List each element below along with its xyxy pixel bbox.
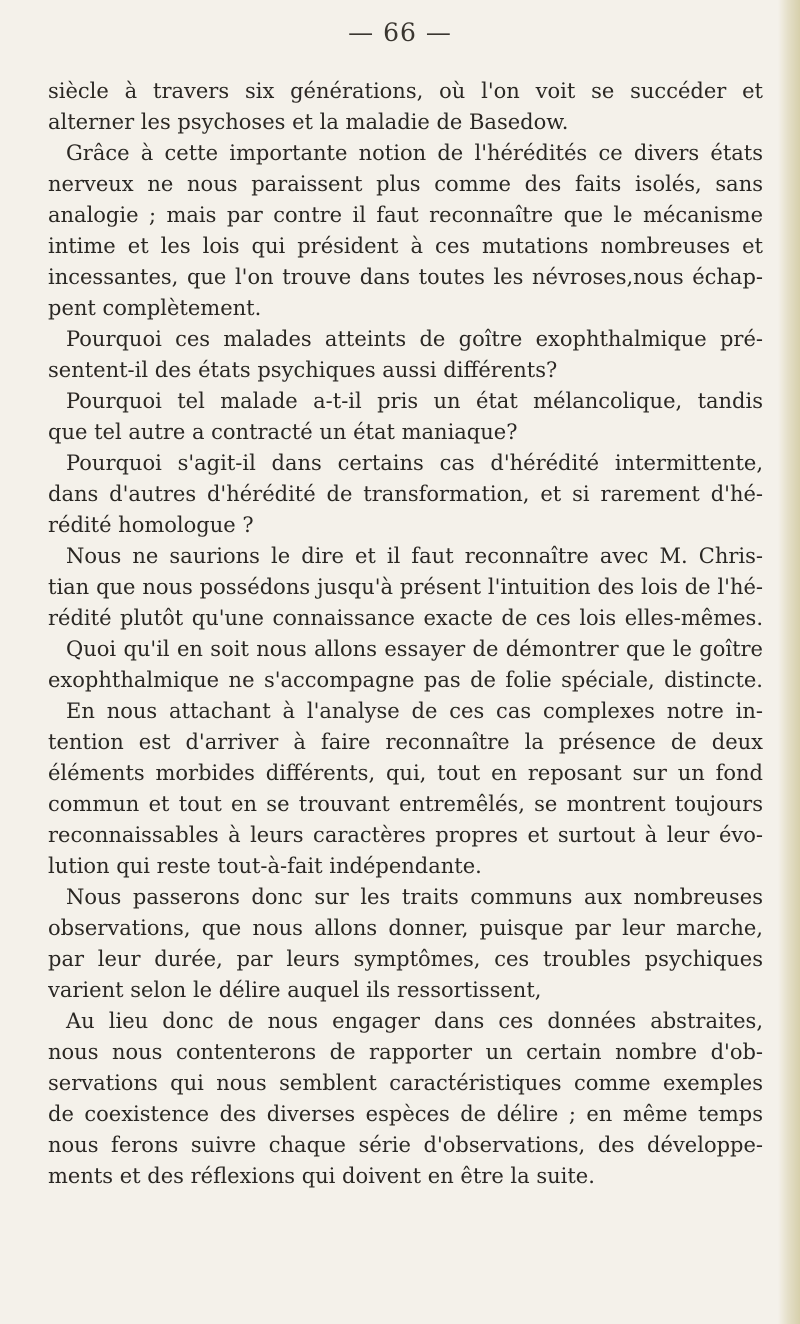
- text-line: En nous attachant à l'analyse de ces cas complexes notre in-: [66, 699, 763, 723]
- text-line: Au lieu donc de nous engager dans ces données abstraites,: [66, 1009, 763, 1033]
- text-line: que tel autre a contracté un état maniaque?: [48, 420, 518, 444]
- text-line: tian que nous possédons jusqu'à présent l'intuition des lois de l'hé-: [48, 575, 763, 599]
- text-line: nerveux ne nous paraissent plus comme des faits isolés, sans: [48, 172, 763, 196]
- text-line: tention est d'arriver à faire reconnaître la présence de deux: [48, 730, 763, 754]
- text-line: rédité homologue ?: [48, 513, 254, 537]
- text-line: Pourquoi tel malade a-t-il pris un état mélancolique, tandis: [66, 389, 763, 413]
- text-line: éléments morbides différents, qui, tout en reposant sur un fond: [48, 761, 763, 785]
- page-number: — 66 —: [348, 18, 452, 47]
- text-line: ments et des réflexions qui doivent en être la suite.: [48, 1164, 595, 1188]
- text-line: par leur durée, par leurs symptômes, ces troubles psychiques: [48, 947, 763, 971]
- text-line: Nous ne saurions le dire et il faut reconnaître avec M. Chris-: [66, 544, 763, 568]
- text-line: intime et les lois qui président à ces mutations nombreuses et: [48, 234, 763, 258]
- text-line: exophthalmique ne s'accompagne pas de folie spéciale, distincte.: [48, 668, 763, 692]
- text-line: commun et tout en se trouvant entremêlés, se montrent toujours: [48, 792, 763, 816]
- text-line: Quoi qu'il en soit nous allons essayer de démontrer que le goître: [66, 637, 763, 661]
- text-line: sentent-il des états psychiques aussi différents?: [48, 358, 558, 382]
- text-line: varient selon le délire auquel ils ressortissent,: [48, 978, 542, 1002]
- body-text: [48, 76, 763, 1192]
- text-line: Pourquoi s'agit-il dans certains cas d'hérédité intermittente,: [66, 451, 763, 475]
- text-line: reconnaissables à leurs caractères propres et surtout à leur évo-: [48, 823, 763, 847]
- text-line: Nous passerons donc sur les traits communs aux nombreuses: [66, 885, 763, 909]
- text-line: de coexistence des diverses espèces de délire ; en même temps: [48, 1102, 763, 1126]
- text-line: Grâce à cette importante notion de l'hérédités ce divers états: [66, 141, 763, 165]
- text-line: nous nous contenterons de rapporter un certain nombre d'ob-: [48, 1040, 763, 1064]
- text-line: siècle à travers six générations, où l'on voit se succéder et: [48, 79, 763, 103]
- text-line: lution qui reste tout-à-fait indépendante.: [48, 854, 482, 878]
- text-line: dans d'autres d'hérédité de transformation, et si rarement d'hé-: [48, 482, 763, 506]
- text-line: servations qui nous semblent caractéristiques comme exemples: [48, 1071, 763, 1095]
- text-line: analogie ; mais par contre il faut reconnaître que le mécanisme: [48, 203, 763, 227]
- text-line: pent complètement.: [48, 296, 262, 320]
- text-line: observations, que nous allons donner, puisque par leur marche,: [48, 916, 763, 940]
- text-line: incessantes, que l'on trouve dans toutes les névroses,nous échap-: [48, 265, 763, 289]
- text-line: Pourquoi ces malades atteints de goître exophthalmique pré-: [66, 327, 763, 351]
- text-line: rédité plutôt qu'une connaissance exacte de ces lois elles-mêmes.: [48, 606, 763, 630]
- page-edge-shadow: [778, 0, 800, 1324]
- text-line: nous ferons suivre chaque série d'observations, des développe-: [48, 1133, 763, 1157]
- text-line: alterner les psychoses et la maladie de Basedow.: [48, 110, 569, 134]
